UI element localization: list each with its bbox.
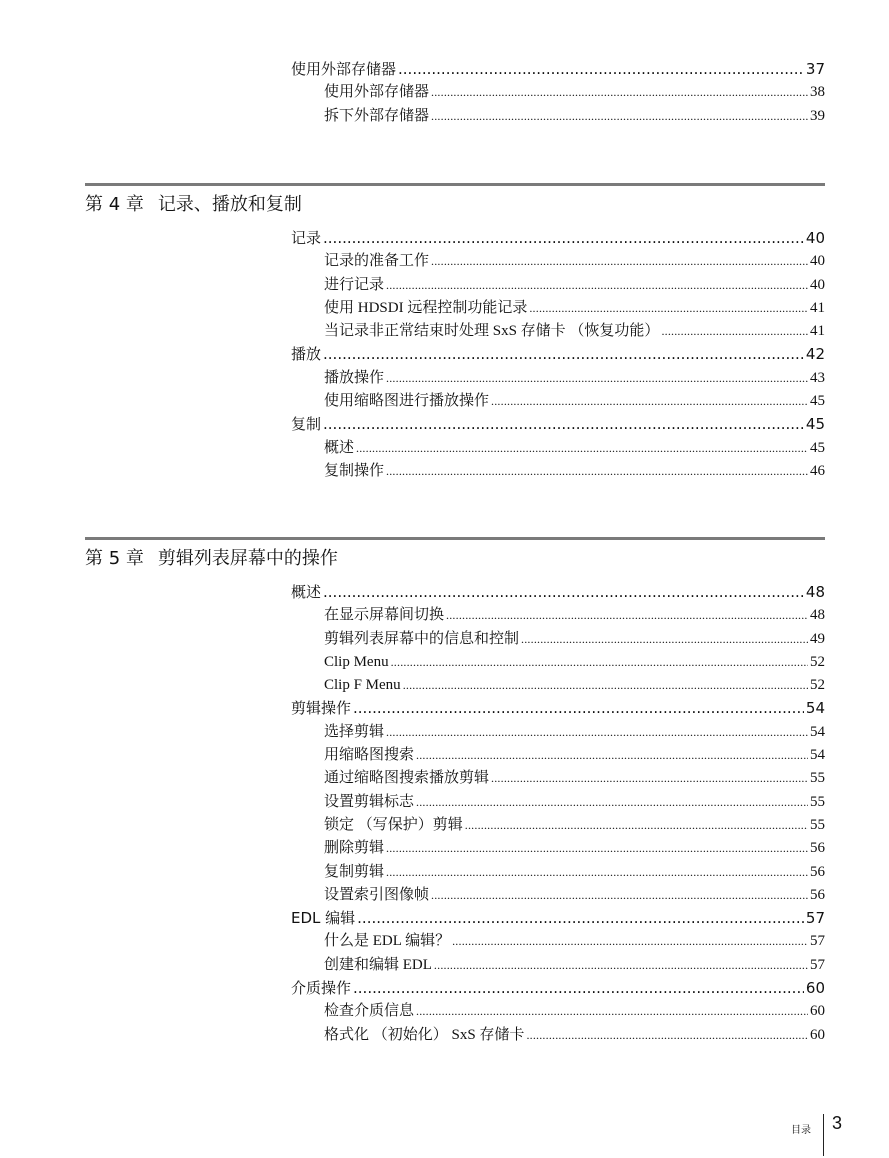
toc-entry-title: 当记录非正常结束时处理 SxS 存储卡 （恢复功能） [324, 323, 660, 340]
toc-entry[interactable] [291, 343, 825, 366]
toc-entry-page: 49 [810, 630, 825, 647]
toc-entry-page: 52 [810, 677, 825, 694]
toc-entry-title: 设置索引图像帧 [324, 886, 430, 903]
dot-leader [431, 884, 808, 907]
toc-entry-title: 概述 [291, 583, 322, 601]
toc-entry[interactable] [291, 814, 825, 837]
dot-leader [416, 744, 808, 767]
dot-leader [353, 977, 804, 1000]
toc-entry-title: 什么是 EDL 编辑？ [324, 933, 451, 950]
dot-leader [353, 697, 804, 720]
dot-leader [465, 814, 808, 837]
toc-entry-page: 54 [805, 699, 825, 718]
chapter-heading [85, 190, 302, 216]
toc-entry-page: 56 [810, 886, 825, 903]
toc-entry-page: 56 [810, 863, 825, 880]
toc-entry-title: 复制操作 [324, 462, 385, 479]
toc-entry-page: 60 [805, 979, 825, 998]
toc-entry[interactable] [291, 628, 825, 651]
toc-entry[interactable] [291, 884, 825, 907]
dot-leader [357, 907, 804, 930]
dot-leader [323, 581, 804, 604]
toc-entry-page: 41 [810, 323, 825, 340]
toc-entry-page: 43 [810, 369, 825, 386]
toc-entry[interactable] [291, 977, 825, 1000]
dot-leader [491, 767, 808, 790]
toc-entry-page: 40 [805, 229, 825, 247]
chapter-heading [85, 544, 338, 570]
toc-entry-page: 37 [805, 60, 825, 78]
toc-entry-page: 60 [810, 1003, 825, 1020]
toc-entry[interactable] [291, 105, 825, 128]
toc-entry-title: 进行记录 [324, 276, 385, 293]
dot-leader [431, 105, 808, 128]
toc-entry-page: 48 [810, 607, 825, 624]
dot-leader [386, 861, 808, 884]
toc-entry[interactable] [291, 604, 825, 627]
toc-entry[interactable] [291, 791, 825, 814]
toc-entry-page: 57 [810, 933, 825, 950]
dot-leader [391, 651, 808, 674]
toc-chapter-4 [291, 227, 825, 483]
toc-entry[interactable] [291, 721, 825, 744]
toc-entry-title: 剪辑操作 [291, 699, 352, 718]
toc-entry-title: 使用缩略图进行播放操作 [324, 393, 490, 410]
dot-leader [416, 1000, 808, 1023]
toc-entry[interactable] [291, 367, 825, 390]
toc-entry-page: 41 [810, 299, 825, 316]
toc-entry-title: 锁定 （写保护）剪辑 [324, 816, 463, 833]
dot-leader [386, 837, 808, 860]
toc-entry-title: 记录的准备工作 [324, 253, 430, 270]
toc-entry-title: 创建和编辑 EDL [324, 956, 432, 973]
dot-leader [661, 320, 808, 343]
toc-entry-page: 60 [810, 1026, 825, 1043]
toc-entry-title: 播放 [291, 345, 322, 364]
dot-leader [323, 343, 804, 366]
dot-leader [529, 297, 808, 320]
toc-entry-title: 使用 HDSDI 远程控制功能记录 [324, 299, 528, 316]
toc-entry-page: 55 [810, 816, 825, 833]
toc-entry-page: 54 [810, 747, 825, 764]
toc-entry-title: 概述 [324, 439, 355, 456]
toc-entry-page: 40 [810, 253, 825, 270]
toc-entry-page: 45 [810, 439, 825, 456]
toc-entry-title: 复制 [291, 415, 322, 434]
chapter-title: 剪辑列表屏幕中的操作 [157, 548, 338, 569]
toc-entry-page: 55 [810, 793, 825, 810]
chapter-divider [85, 183, 825, 186]
toc-entry-page: 56 [810, 840, 825, 857]
toc-entry-title: 记录 [291, 229, 322, 247]
toc-entry[interactable] [291, 581, 825, 604]
toc-entry[interactable] [291, 1024, 825, 1047]
toc-entry[interactable] [291, 460, 825, 483]
dot-leader [403, 674, 808, 697]
toc-entry-title: 检查介质信息 [324, 1003, 415, 1020]
toc-entry[interactable] [291, 413, 825, 436]
toc-entry[interactable] [291, 837, 825, 860]
dot-leader [491, 390, 808, 413]
toc-entry-title: 通过缩略图搜索播放剪辑 [324, 770, 490, 787]
dot-leader [386, 460, 808, 483]
toc-entry-page: 38 [810, 84, 825, 101]
chapter-divider [85, 537, 825, 540]
dot-leader [526, 1024, 808, 1047]
dot-leader [386, 274, 808, 297]
toc-entry-page: 48 [805, 583, 825, 601]
toc-entry-page: 52 [810, 653, 825, 670]
toc-entry-title: 删除剪辑 [324, 840, 385, 857]
toc-entry[interactable] [291, 674, 825, 697]
toc-entry[interactable] [291, 274, 825, 297]
page-number: 3 [832, 1113, 843, 1133]
toc-entry[interactable] [291, 651, 825, 674]
toc-entry[interactable] [291, 297, 825, 320]
toc-entry[interactable] [291, 1000, 825, 1023]
toc-top-section [291, 58, 825, 128]
dot-leader [386, 367, 808, 390]
toc-entry[interactable] [291, 861, 825, 884]
dot-leader [434, 954, 808, 977]
toc-entry-title: 选择剪辑 [324, 723, 385, 740]
chapter-number: 第 4 章 [85, 194, 144, 215]
dot-leader [521, 628, 808, 651]
toc-entry[interactable] [291, 437, 825, 460]
toc-entry-title: 使用外部存储器 [324, 84, 430, 101]
toc-entry-page: 57 [805, 909, 825, 928]
toc-entry[interactable] [291, 227, 825, 250]
toc-entry[interactable] [291, 58, 825, 81]
dot-leader [323, 413, 804, 436]
toc-entry[interactable] [291, 744, 825, 767]
toc-entry-title: EDL 编辑 [291, 909, 356, 928]
toc-entry-page: 42 [805, 345, 825, 364]
toc-entry-title: 复制剪辑 [324, 863, 385, 880]
toc-entry-title: 设置剪辑标志 [324, 793, 415, 810]
footer-divider [823, 1114, 824, 1156]
chapter-title: 记录、播放和复制 [157, 194, 302, 215]
toc-entry-page: 57 [810, 956, 825, 973]
toc-entry-title: 使用外部存储器 [291, 60, 397, 78]
toc-entry-title: 拆下外部存储器 [324, 107, 430, 124]
toc-entry-title: 播放操作 [324, 369, 385, 386]
toc-entry-title: 在显示屏幕间切换 [324, 607, 445, 624]
toc-entry[interactable] [291, 907, 825, 930]
dot-leader [431, 250, 808, 273]
toc-entry[interactable] [291, 697, 825, 720]
toc-entry-page: 39 [810, 107, 825, 124]
dot-leader [398, 58, 804, 81]
toc-entry-page: 54 [810, 723, 825, 740]
toc-entry[interactable] [291, 767, 825, 790]
dot-leader [386, 721, 808, 744]
dot-leader [431, 81, 808, 104]
toc-entry-title: 用缩略图搜索 [324, 747, 415, 764]
toc-entry[interactable] [291, 930, 825, 953]
dot-leader [356, 437, 808, 460]
toc-entry-title: 格式化 （初始化） SxS 存储卡 [324, 1026, 525, 1043]
toc-chapter-5 [291, 581, 825, 1047]
toc-entry[interactable] [291, 390, 825, 413]
toc-entry-page: 46 [810, 462, 825, 479]
toc-entry[interactable] [291, 81, 825, 104]
chapter-number: 第 5 章 [85, 548, 144, 569]
toc-entry[interactable] [291, 954, 825, 977]
toc-entry[interactable] [291, 250, 825, 273]
toc-entry-page: 45 [810, 393, 825, 410]
toc-entry-title: 剪辑列表屏幕中的信息和控制 [324, 630, 520, 647]
dot-leader [446, 604, 808, 627]
dot-leader [452, 930, 808, 953]
toc-entry-title: Clip Menu [324, 653, 389, 670]
toc-entry-page: 55 [810, 770, 825, 787]
footer-section-label: 目录 [791, 1125, 811, 1136]
dot-leader [416, 791, 808, 814]
dot-leader [323, 227, 804, 250]
toc-entry-title: Clip F Menu [324, 677, 401, 694]
toc-entry[interactable] [291, 320, 825, 343]
toc-entry-title: 介质操作 [291, 979, 352, 998]
toc-entry-page: 40 [810, 276, 825, 293]
toc-entry-page: 45 [805, 415, 825, 434]
